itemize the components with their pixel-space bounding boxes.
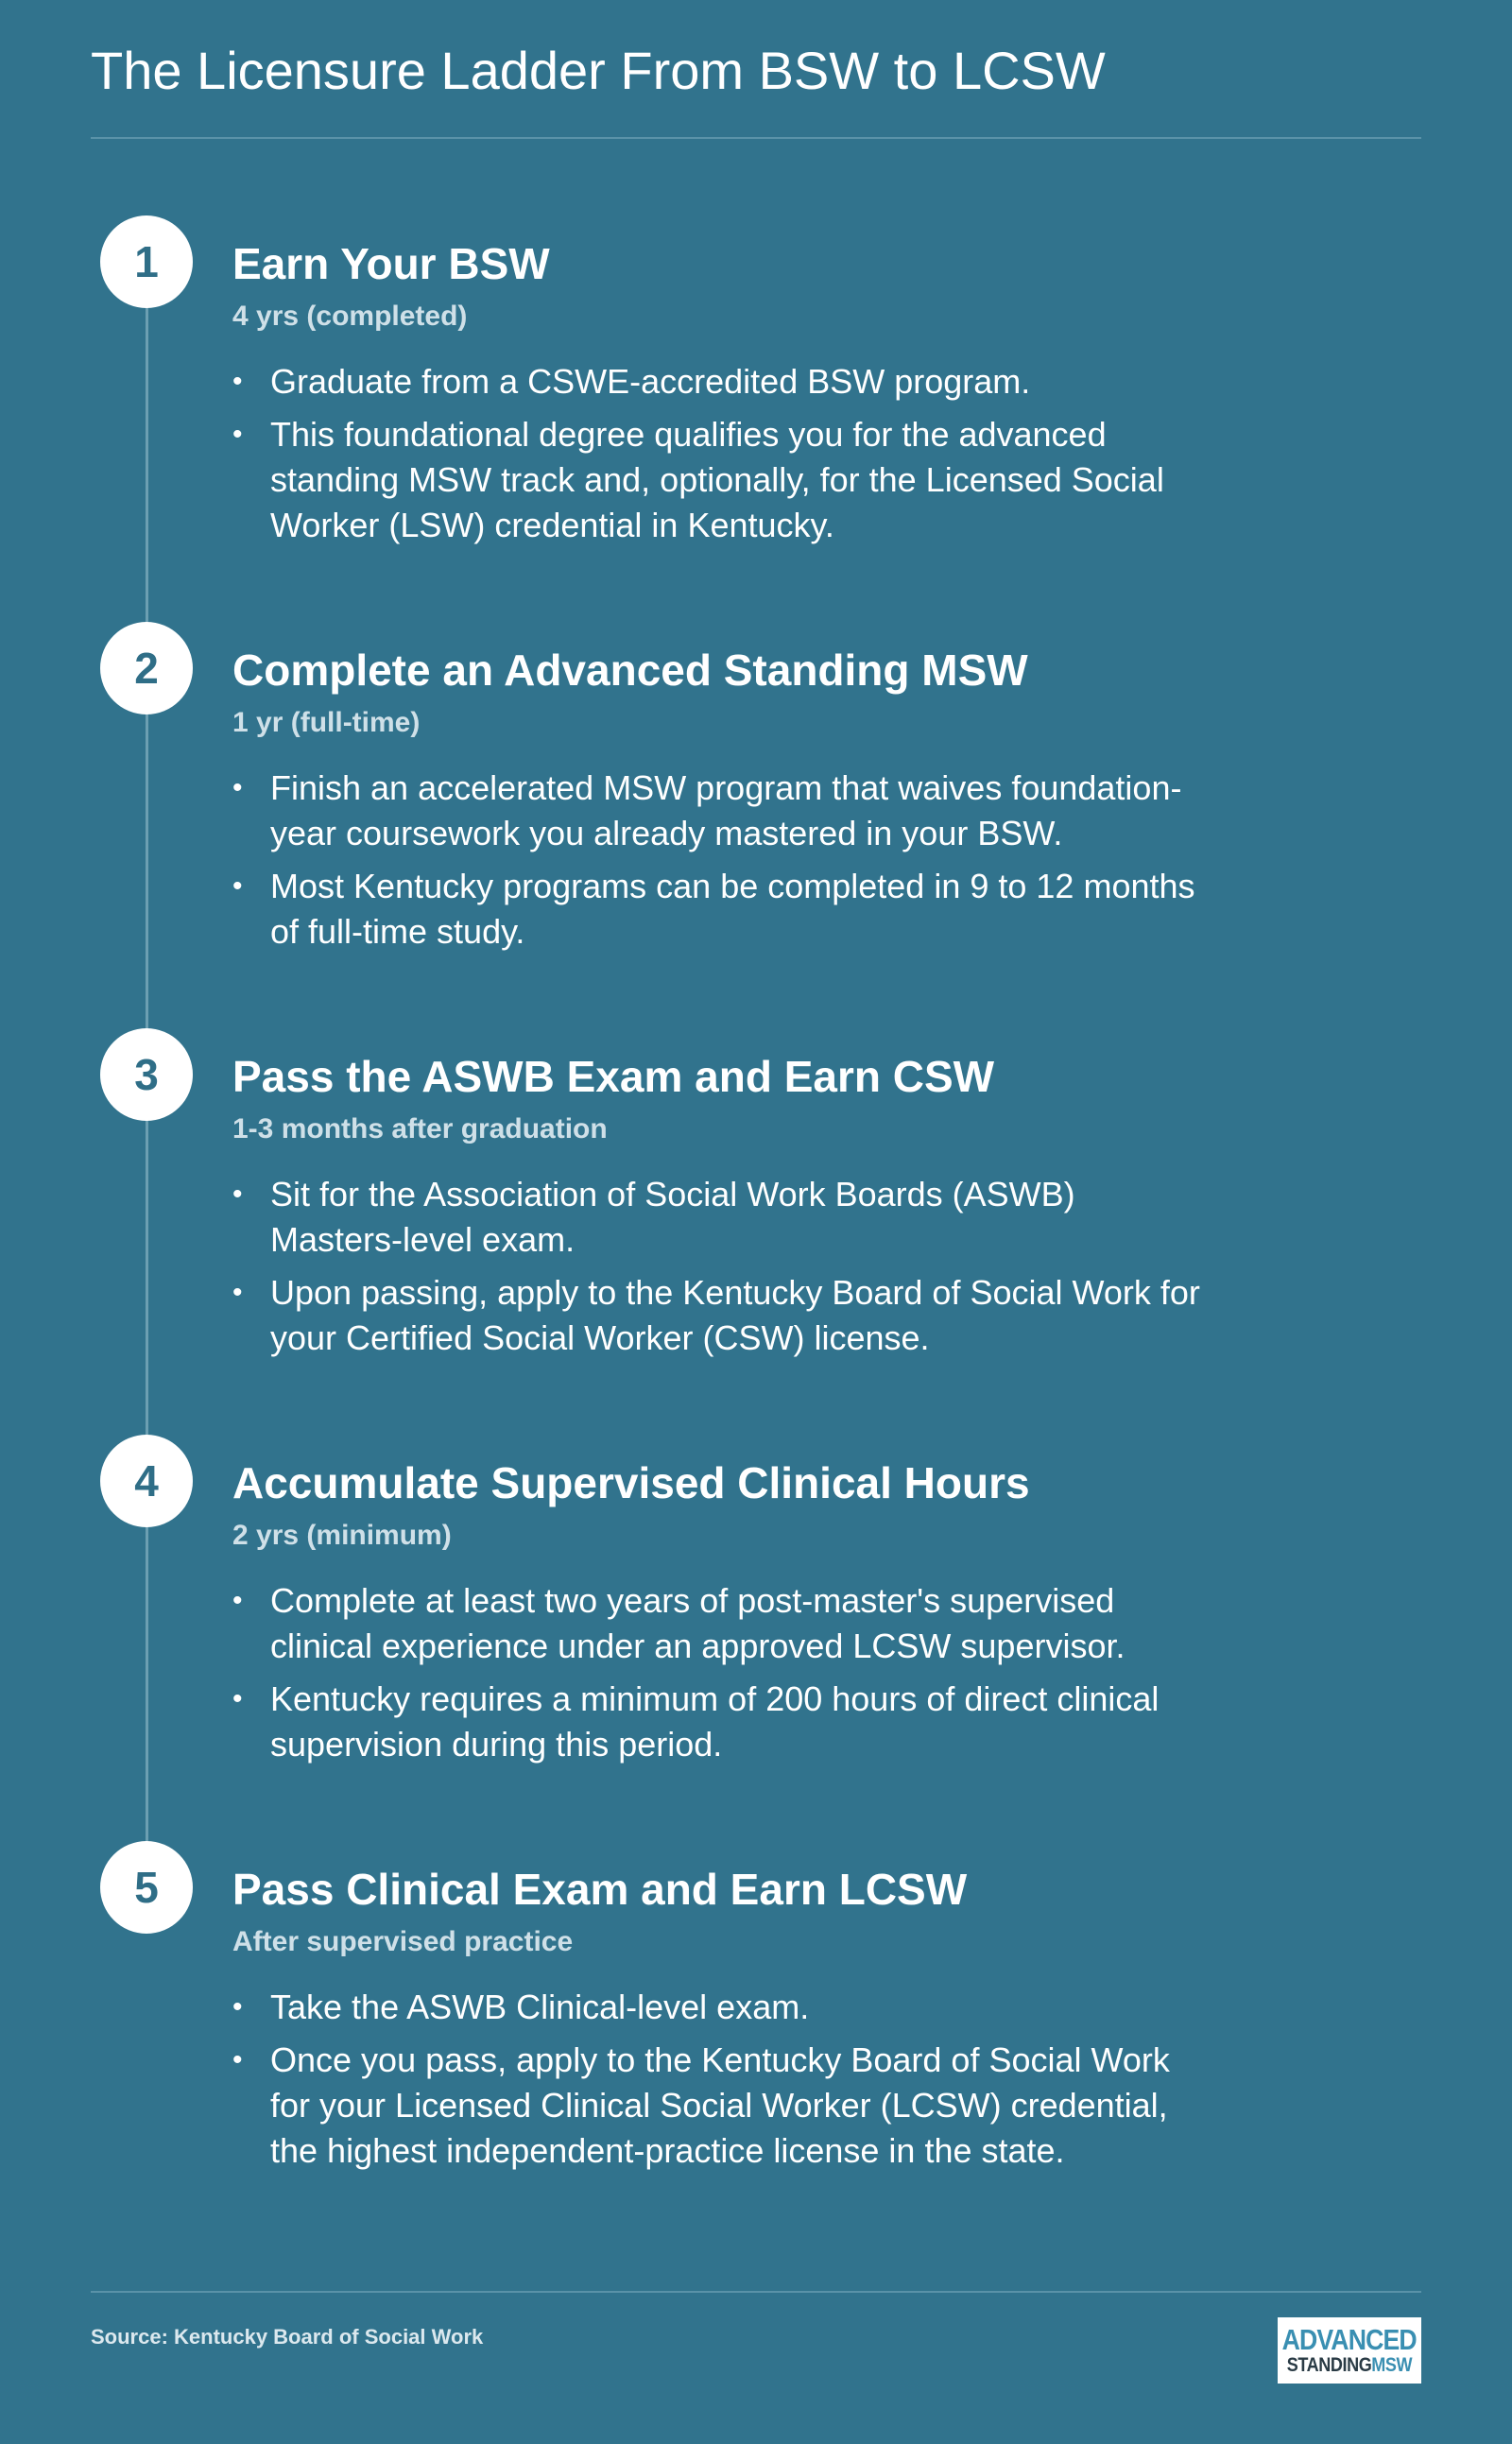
bullet-dot-icon: • [232,1585,243,1616]
bullet-dot-icon: • [232,2044,243,2075]
bullet-dot-icon: • [232,366,243,397]
step-title: Accumulate Supervised Clinical Hours [232,1458,1030,1507]
step-bullet-list [232,766,1206,962]
bullet-dot-icon: • [232,870,243,902]
bullet-dot-icon: • [232,1277,243,1308]
bullet-text: Complete at least two years of post-master's supervised clinical experience under an approved LCSW supervisor. [270,1581,1125,1665]
brand-logo[interactable] [1278,2317,1421,2384]
bullet-item [232,359,1206,404]
step-duration: 1-3 months after graduation [232,1113,608,1145]
bullet-text: Sit for the Association of Social Work Boards (ASWB) Masters-level exam. [270,1175,1075,1259]
source-note: Source: Kentucky Board of Social Work [91,2325,484,2349]
step-number-circle: 3 [100,1028,193,1121]
bullet-text: Most Kentucky programs can be completed in 9 to 12 months of full-time study. [270,867,1195,951]
header-divider [91,137,1421,139]
bullet-item [232,1270,1206,1361]
bullet-item [232,864,1206,955]
step-title: Earn Your BSW [232,239,550,288]
step-duration: 2 yrs (minimum) [232,1520,452,1551]
bullet-dot-icon: • [232,1683,243,1714]
bullet-item [232,1578,1206,1669]
bullet-item [232,766,1206,856]
step-duration: 4 yrs (completed) [232,301,468,332]
step-title: Pass the ASWB Exam and Earn CSW [232,1052,995,1101]
bullet-dot-icon: • [232,419,243,450]
bullet-text: Graduate from a CSWE-accredited BSW program. [270,362,1031,401]
bullet-text: Kentucky requires a minimum of 200 hours of direct clinical supervision during this period. [270,1679,1160,1764]
bullet-text: This foundational degree qualifies you for the advanced standing MSW track and, optionally, for the Licensed Social Worker (LSW) credential in Kentucky. [270,415,1164,544]
bullet-item [232,1985,1206,2030]
logo-wordmark-bottom [1287,2355,1412,2376]
bullet-dot-icon: • [232,772,243,803]
step-bullet-list [232,359,1206,556]
bullet-item [232,1172,1206,1263]
logo-wordmark-msw: MSW [1371,2354,1413,2376]
bullet-item [232,412,1206,548]
bullet-item [232,1677,1206,1767]
bullet-text: Finish an accelerated MSW program that waives foundation-year coursework you already mastered in your BSW. [270,768,1182,852]
bullet-text: Once you pass, apply to the Kentucky Board of Social Work for your Licensed Clinical Social Worker (LCSW) credential, the highest independent-practice license in the state. [270,2040,1170,2170]
bullet-item [232,2038,1206,2174]
step-number-circle: 1 [100,215,193,308]
step-number-circle: 4 [100,1435,193,1527]
bullet-text: Upon passing, apply to the Kentucky Board of Social Work for your Certified Social Worker (CSW) license. [270,1273,1200,1357]
bullet-dot-icon: • [232,1179,243,1210]
logo-wordmark-top: ADVANCED [1281,2323,1418,2356]
page-title: The Licensure Ladder From BSW to LCSW [91,41,1106,100]
logo-wordmark-standing: STANDING [1286,2354,1372,2376]
bullet-text: Take the ASWB Clinical-level exam. [270,1988,810,2026]
step-bullet-list [232,1985,1206,2181]
step-number-circle: 5 [100,1841,193,1934]
step-title: Pass Clinical Exam and Earn LCSW [232,1865,968,1914]
step-bullet-list [232,1172,1206,1368]
bullet-dot-icon: • [232,1991,243,2022]
step-duration: 1 yr (full-time) [232,707,421,738]
footer-divider [91,2291,1421,2293]
step-duration: After supervised practice [232,1926,574,1957]
step-number-circle: 2 [100,622,193,714]
step-title: Complete an Advanced Standing MSW [232,645,1028,695]
step-bullet-list [232,1578,1206,1775]
